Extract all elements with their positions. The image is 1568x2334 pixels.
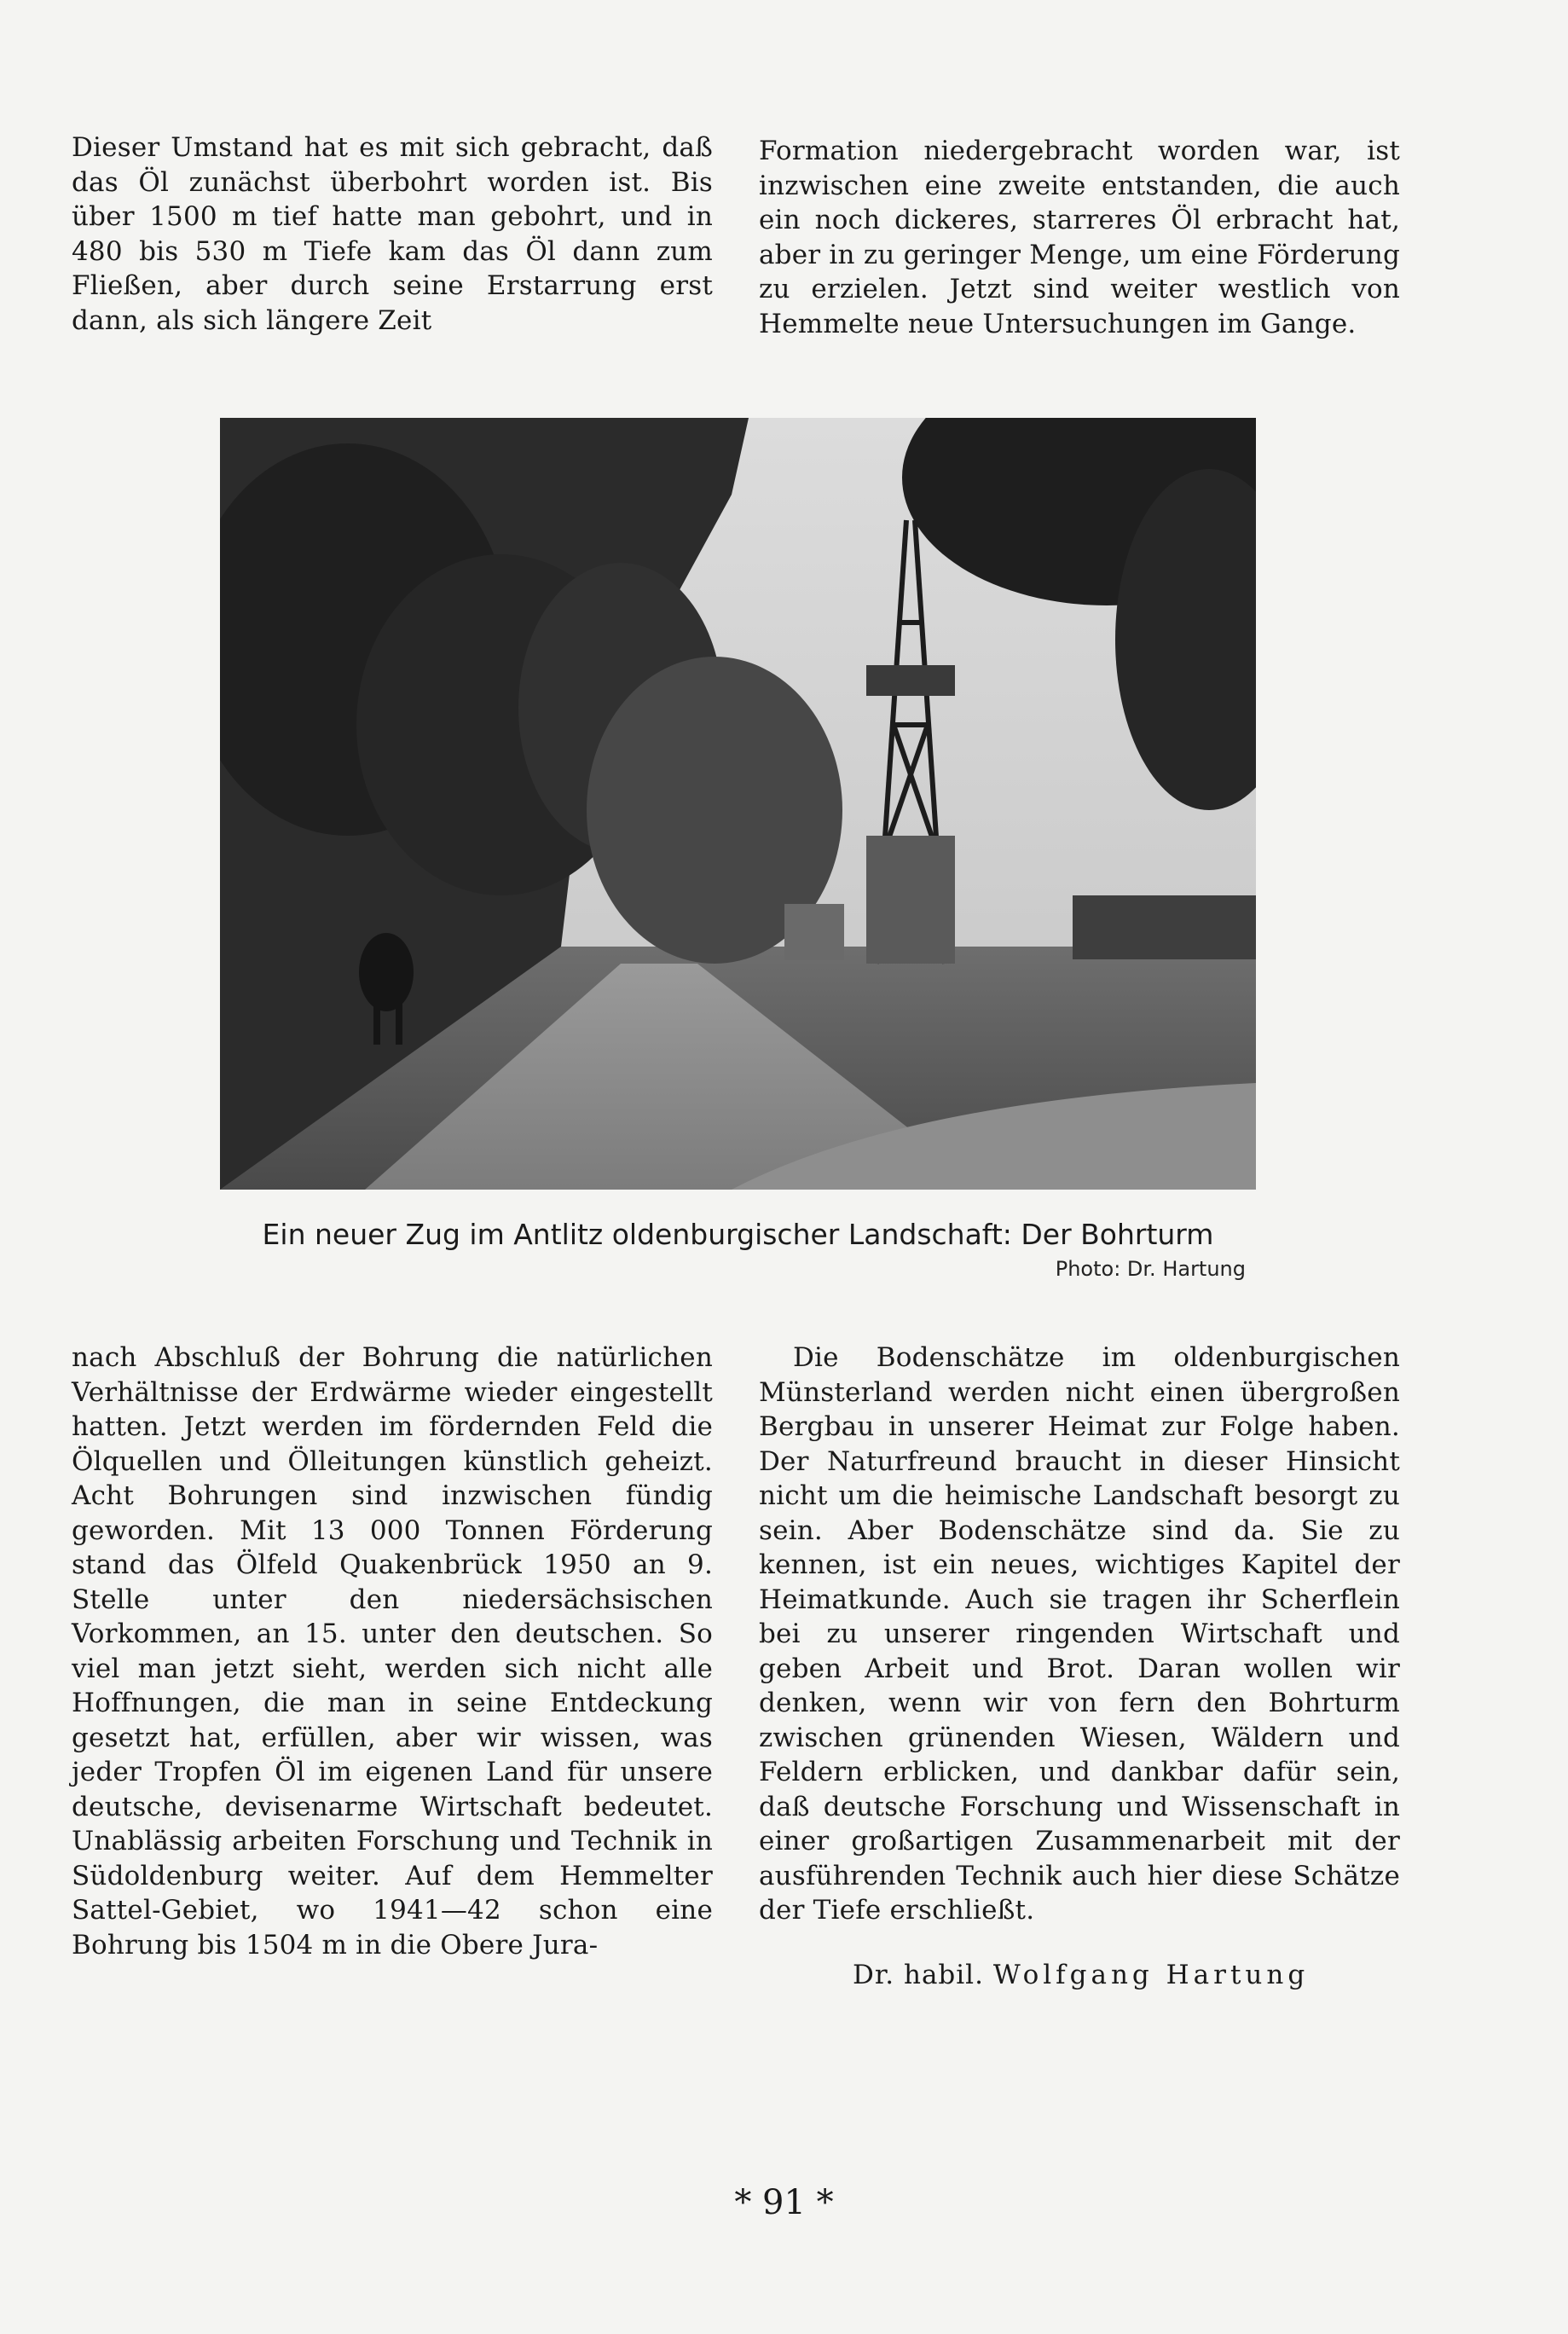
text-column-top-left	[72, 130, 713, 338]
text-column-bottom-left	[72, 1341, 713, 1962]
photo-caption: Ein neuer Zug im Antlitz oldenburgischer Landschaft: Der Bohrturm	[262, 1218, 1214, 1251]
derrick-landscape-illustration	[220, 418, 1256, 1190]
page-number: * 91 *	[734, 2183, 834, 2222]
text-column-top-right	[759, 134, 1400, 341]
paragraph: nach Abschluß der Bohrung die natürlichen Verhältnisse der Erdwärme wieder eingestellt hatten. Jetzt werden im fördernden Feld die Ölquellen und Ölleitungen künstlich geheizt. Acht Bohrungen sind inzwischen fündig geworden. Mit 13 000 Tonnen Förderung stand das Ölfeld Quakenbrück 1950 an 9. Stelle unter den niedersächsischen Vorkommen, an 15. unter den deutschen. So viel man jetzt sieht, werden sich nicht alle Hoffnungen, die man in seine Entdeckung gesetzt hat, erfüllen, aber wir wissen, was jeder Tropfen Öl im eigenen Land für unsere deutsche, devisenarme Wirtschaft bedeutet. Unablässig arbeiten Forschung und Technik in Südoldenburg weiter. Auf dem Hemmelter Sattel-Gebiet, wo 1941—42 schon eine Bohrung bis 1504 m in die Obere Jura-	[72, 1342, 713, 1960]
author-name: Wolfgang Hartung	[992, 1960, 1310, 1990]
paragraph: Dieser Umstand hat es mit sich gebracht, daß das Öl zunächst überbohrt worden ist. Bis über 1500 m tief hatte man gebohrt, und in 480 bis 530 m Tiefe kam das Öl dann zum Fließen, aber durch seine Erstarrung erst dann, als sich längere Zeit	[72, 132, 713, 336]
paragraph: Die Bodenschätze im oldenburgischen Münsterland werden nicht einen übergroßen Bergbau in unserer Heimat zur Folge haben. Der Naturfreund braucht in dieser Hinsicht nicht um die heimische Landschaft besorgt zu sein. Aber Bodenschätze sind da. Sie zu kennen, ist ein neues, wichtiges Kapitel der Heimatkunde. Auch sie tragen ihr Scherflein bei zu unserer ringenden Wirtschaft und geben Arbeit und Brot. Daran wollen wir denken, wenn wir von fern den Bohrturm zwischen grünenden Wiesen, Wäldern und Feldern erblicken, und dankbar dafür sein, daß deutsche Forschung und Wissenschaft in einer großartigen Zusammenarbeit mit der ausführenden Technik auch hier diese Schätze der Tiefe erschließt.	[759, 1342, 1400, 1926]
author-signature	[853, 1960, 1309, 1990]
photo-credit: Photo: Dr. Hartung	[1055, 1257, 1246, 1281]
text-column-bottom-right	[759, 1341, 1400, 1928]
photo-oil-derrick	[220, 418, 1256, 1190]
author-title: Dr. habil.	[853, 1960, 984, 1990]
paragraph: Formation niedergebracht worden war, ist inzwischen eine zweite entstanden, die auch ein noch dickeres, starreres Öl erbracht hat, aber in zu geringer Menge, um eine Förderung zu erzielen. Jetzt sind weiter westlich von Hemmelte neue Untersuchungen im Gange.	[759, 136, 1400, 339]
